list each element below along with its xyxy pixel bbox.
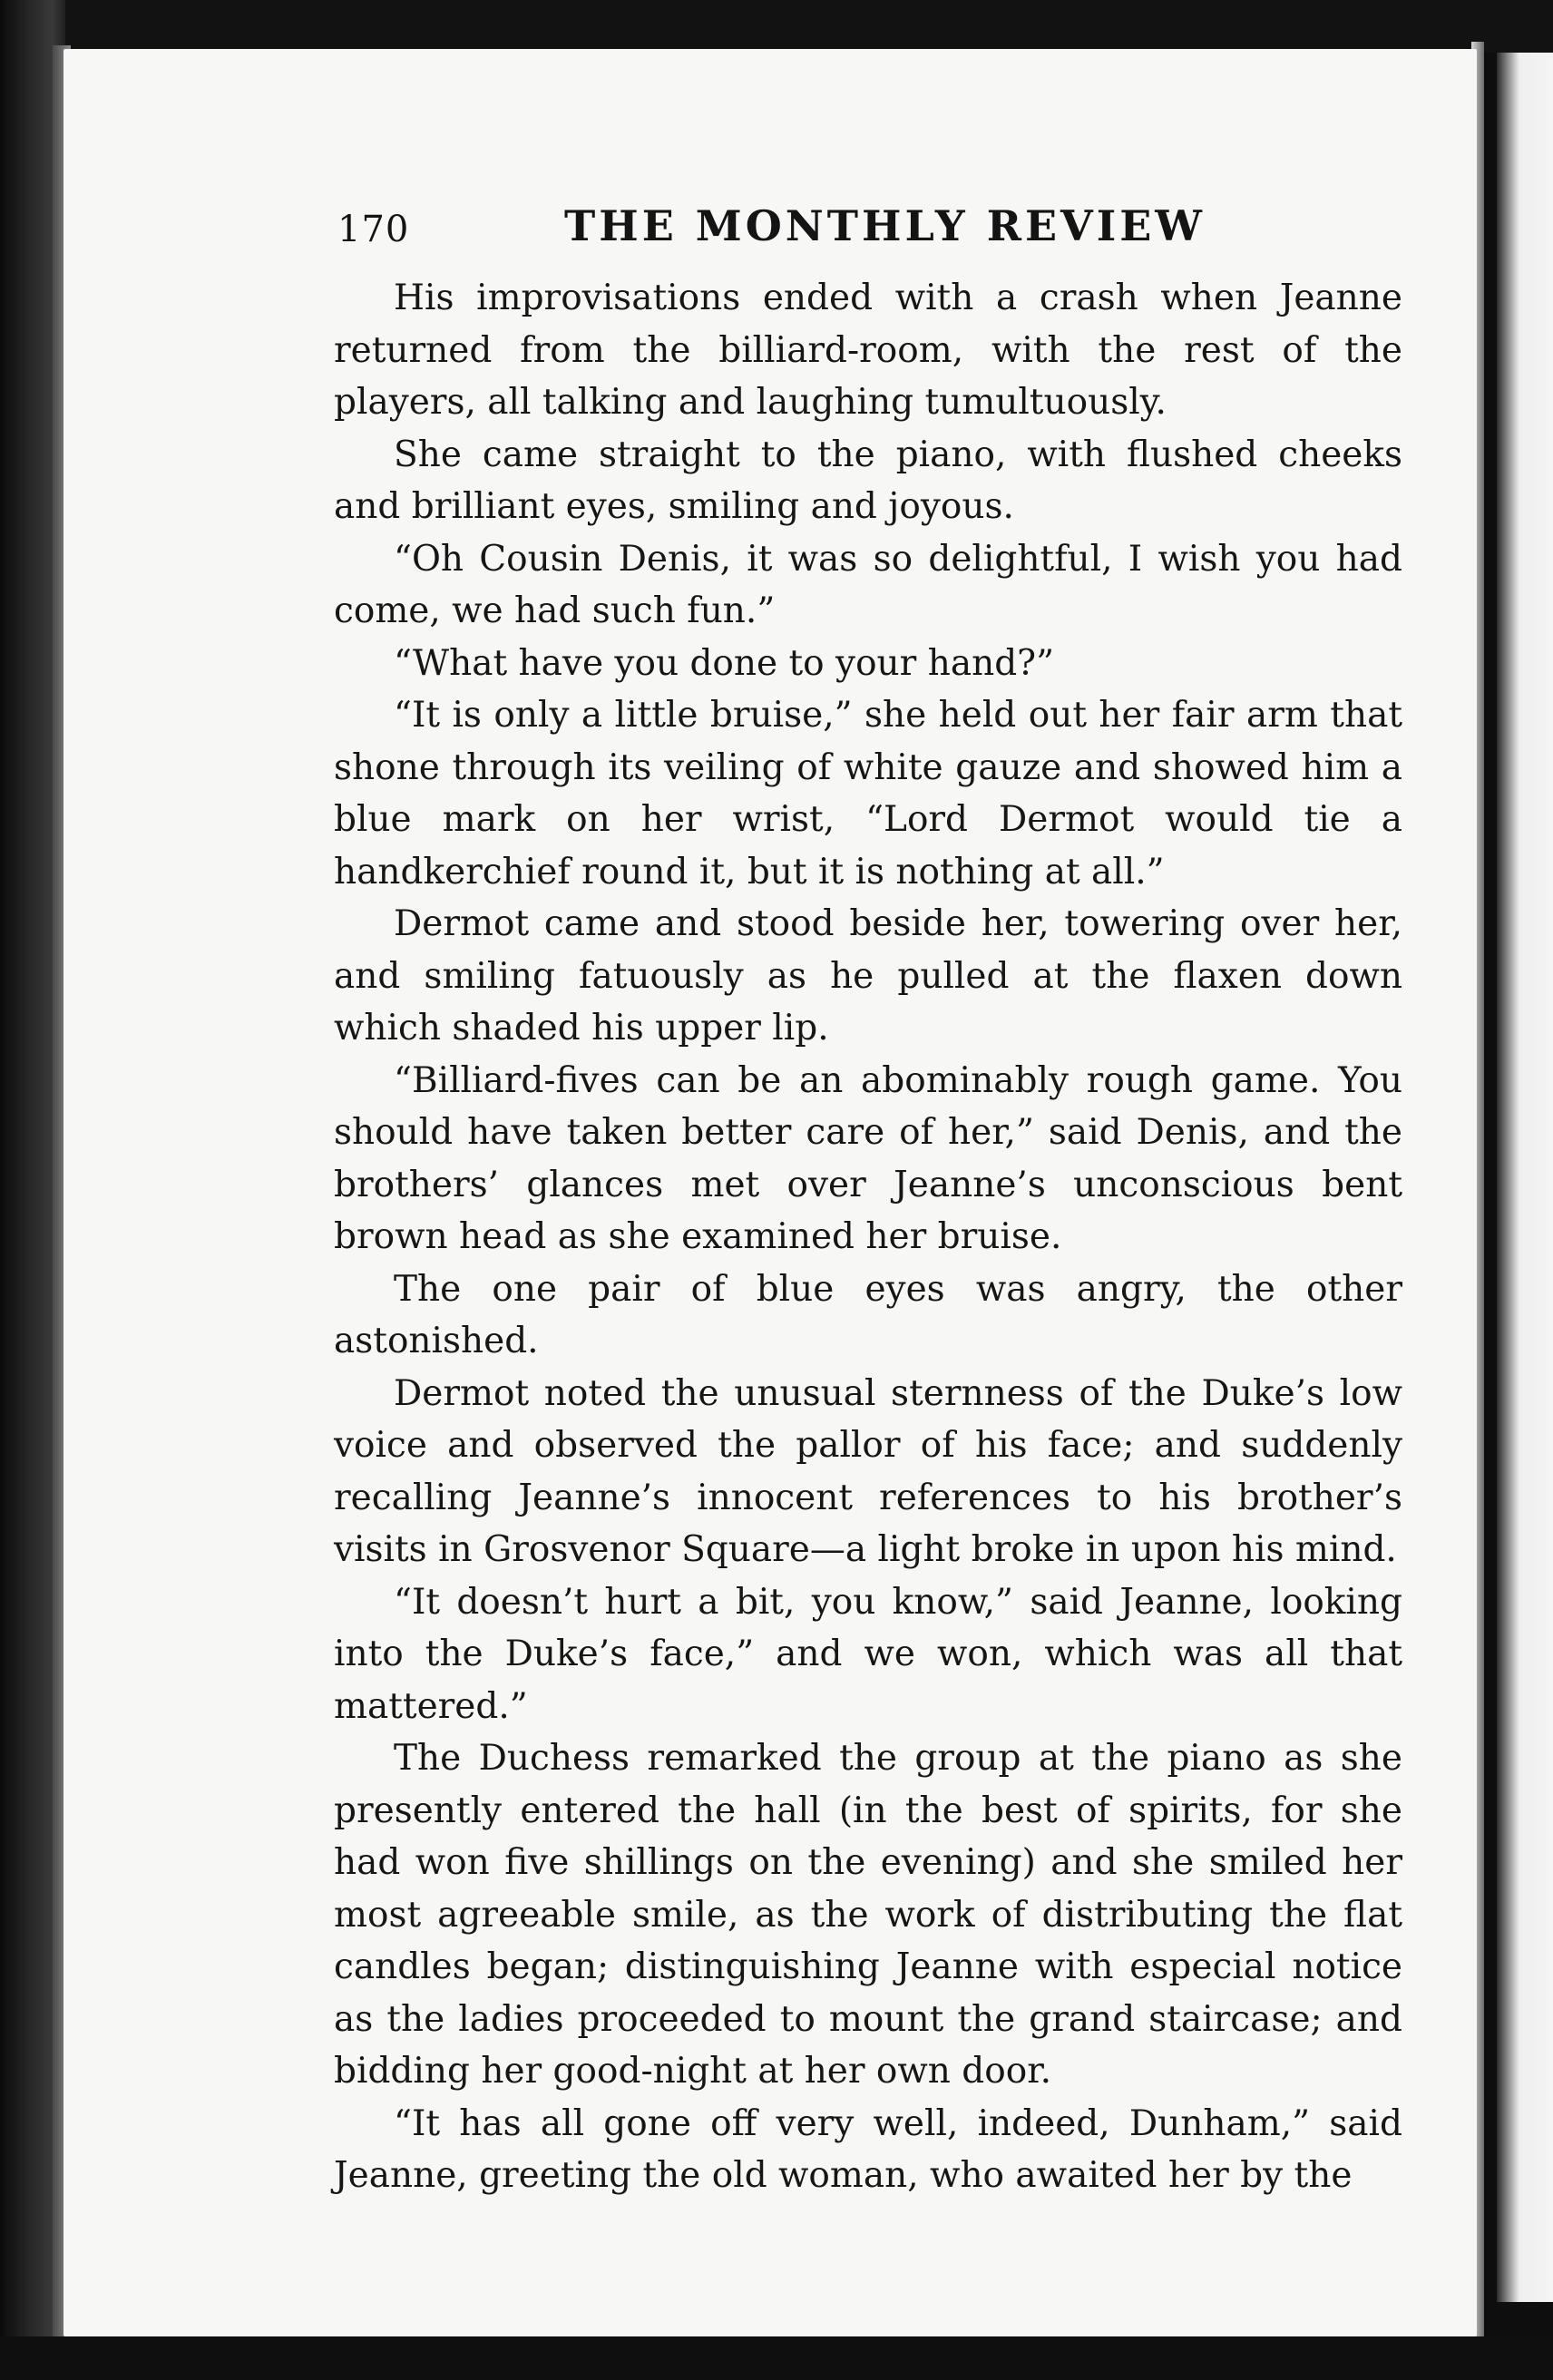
paragraph: The Duchess remarked the group at the piano as she presently entered the hall (in the best of spirits, for she had won five shillings on the evening) and she smiled her most agreeable smile, as the work of distributing the flat candles began; distinguishing Jeanne with especial notice as the ladies proceeded to mount the grand staircase; and bidding her good-night at her own door. xyxy=(334,1738,1402,2092)
paragraph: His improvisations ended with a crash when Jeanne returned from the billiard-room, with the rest of the players, all talking and laughing tumultuously. xyxy=(334,278,1402,423)
paragraph: “It has all gone off very well, indeed, Dunham,” said Jeanne, greeting the old woman, who awaited her by the xyxy=(334,2102,1402,2196)
paragraph: “It is only a little bruise,” she held out her fair arm that shone through its veiling of white gauze and showed him a blue mark on her wrist, “Lord Dermot would tie a handkerchief round it, but it is nothing at all.” xyxy=(334,695,1402,892)
paragraph: “Billiard-fives can be an abominably rough game. You should have taken better care of her,” said Denis, and the brothers’ glances met over Jeanne’s unconscious bent brown head as she examined her bruise. xyxy=(334,1059,1402,1257)
paragraph: “It doesn’t hurt a bit, you know,” said Jeanne, looking into the Duke’s face,” and we won, which was all that mattered.” xyxy=(334,1581,1402,1727)
paragraph: She came straight to the piano, with flushed cheeks and brilliant eyes, smiling and joyous. xyxy=(334,434,1402,527)
page-number: 170 xyxy=(337,209,410,250)
paragraph: Dermot came and stood beside her, towering over her, and smiling fatuously as he pulled at the flaxen down which shaded his upper lip. xyxy=(334,903,1402,1049)
scan-background-top xyxy=(0,0,1553,53)
paragraph: The one pair of blue eyes was angry, the other astonished. xyxy=(334,1268,1402,1361)
paragraph: “Oh Cousin Denis, it was so delightful, I wish you had come, we had such fun.” xyxy=(334,538,1402,631)
next-page-edge xyxy=(1497,53,1553,2302)
paragraph: Dermot noted the unusual sternness of the Duke’s low voice and observed the pallor of his face; and suddenly recalling Jeanne’s innocent references to his brother’s visits in Grosvenor Square—a light broke in upon his mind. xyxy=(334,1372,1402,1570)
body-text xyxy=(334,272,1402,2202)
running-title: THE MONTHLY REVIEW xyxy=(564,201,1206,250)
page-header xyxy=(337,201,1408,256)
paragraph: “What have you done to your hand?” xyxy=(394,642,1055,684)
scan-background-bottom xyxy=(0,2336,1553,2380)
